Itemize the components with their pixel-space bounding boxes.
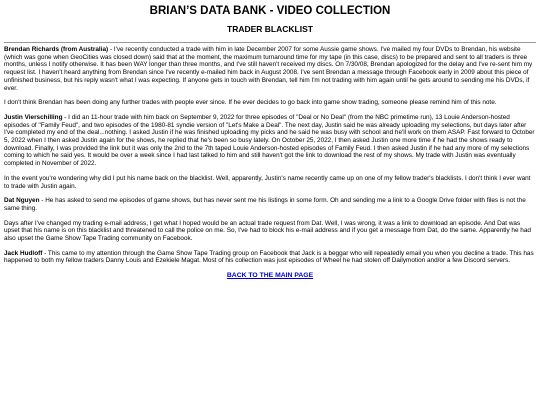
- blacklist-entry: [4, 46, 536, 92]
- entry-text: Days after I've changed my trading e-mail address, I get what I hoped would be an actual trade request from Dat. Well, I was wrong, it was a link to download an episode. And Dat was upset that his name is on this blacklist and threatened to call the police on me. So, I've had to block his e-mail address and if you get a message from Dat, do the same. Apparently he had also upset the Game Show Tape Trading community on Facebook.: [4, 219, 531, 243]
- back-to-main-page-link[interactable]: BACK TO THE MAIN PAGE: [226, 272, 314, 280]
- blacklist-entry: [4, 250, 536, 265]
- blacklist-note: [4, 220, 536, 243]
- entry-text: In the event you're wondering why did I put his name back on the blacklist. Well, apparently, Justin's name recently came up on one of my fellow trader's blacklists. I don't think I ever want to trade with Justin again.: [4, 174, 531, 190]
- trader-name: Brendan Richards (from Australia): [4, 46, 109, 53]
- trader-name: Dat Nguyen: [4, 197, 40, 205]
- blacklist-note: [4, 175, 536, 190]
- entry-text: - I did an 11-hour trade with him back on September 9, 2022 for three episodes of "Deal or No Deal" (from the NBC primetime run), 13 Louie Anderson-hosted episodes of "Family Feud", and two episodes of the 1980-81 syndie version of "Let's Make a Deal". The next day, Justin said he was already uploading my selections, but days later after I've completed my end of the deal...nothing. I asked Justin if he was finished uploading my picks and he said he was busy with school and he'll work on them ASAP. Fast forward to October 5, 2022 when I then asked Justin again for the shows, he replied that he's been so busy lately. On October 25, 2022, I then asked Justin one more time if he had the shows ready to download. Finally, I was provided the link but it was only the 2nd to the 7th taped Louie Anderson-hosted episodes of Family Feud. I then asked Justin if he had any more of my selections coming to which he said yes. It would be over a week since I had last talked to him and still haven't got the link to download the rest of my shows. My trade with Justin was eventually completed in November of 2022.: [4, 113, 535, 168]
- blacklist-entry: [4, 114, 536, 168]
- entry-text: - This came to my attention through the Game Show Tape Trading group on Facebook that Jack is a beggar who will repeatedly email you when you decline a trade. This has happened to both my fellow traders Danny Louis and Ezekiele Magat. Most of his collection was just episodes of Wheel he had stolen off Dailymotion and/or a few Discord servers.: [4, 249, 534, 265]
- trader-name: Jack Hudloff: [4, 249, 43, 257]
- entry-text: I don't think Brendan has been doing any further trades with people ever since. If he ever decides to go back into game show trading, someone please remind him of this note.: [4, 99, 497, 107]
- blacklist-note: [4, 99, 536, 107]
- back-link-container: [4, 272, 536, 279]
- entry-text: - He has asked to send me episodes of game shows, but has never sent me his listings in some form. Oh and sending me a link to a Google Drive folder with files is not the same thing.: [4, 197, 526, 212]
- blacklist-entry: [4, 197, 536, 212]
- trader-name: Justin Vierschilling: [4, 113, 63, 121]
- divider: [4, 42, 536, 43]
- entry-text: - I've recently conducted a trade with him in late December 2007 for some Aussie game shows. I've mailed my four DVDs to Brendan, his website (which was gone when GeoCities was closed down) said that at the moment, the maximum turnaround time for my tape (in this case, discs) to be prepared and sent to all traders is three months, unless I notify otherwise. It has been WAY longer than three months, and I've still haven't received my discs. On 7/30/08, Brendan apologized for the delay and I've re-sent him my request list. I haven't heard anything from Brendan since I've recently e-mailed him back in August 2008. I've sent Brendan a message through Facebook early in 2009 about this piece of unfinished business, but his reply wasn't what I was expecting. If anyone gets in touch with Brendan, tell him I'm not trading with him again until he gets around to sending me his DVDs, if ever.: [4, 46, 533, 92]
- site-title: BRIAN’S DATA BANK - VIDEO COLLECTION: [149, 5, 391, 17]
- page-subtitle: TRADER BLACKLIST: [227, 24, 313, 34]
